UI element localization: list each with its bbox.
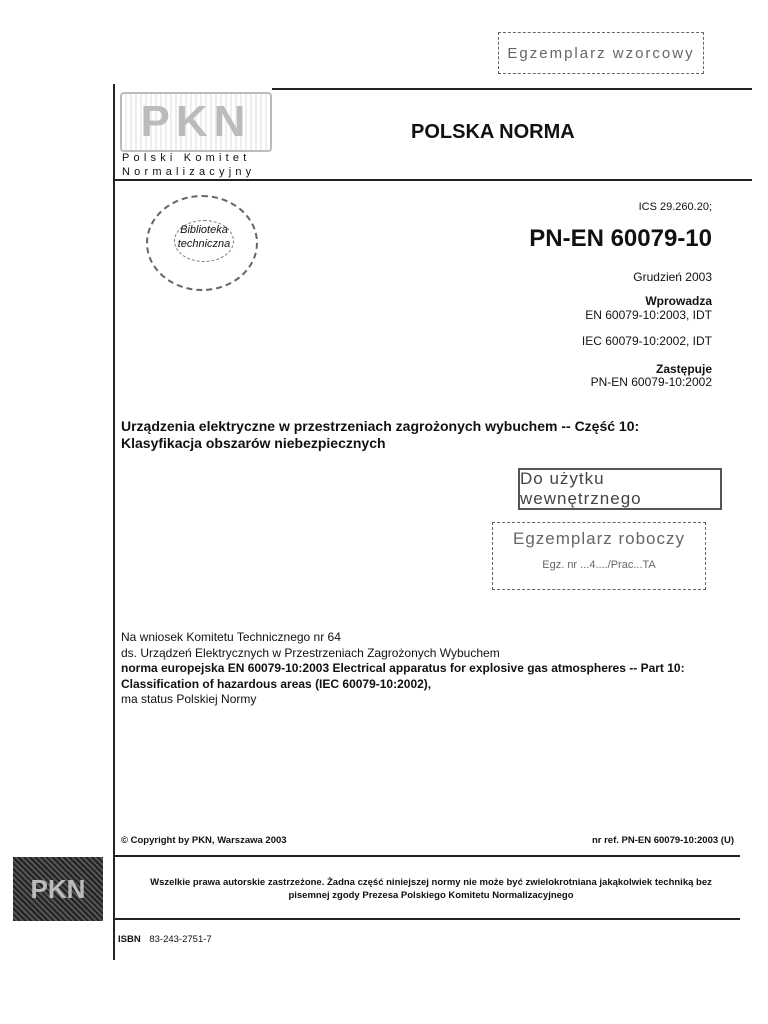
body-line5: ma status Polskiej Normy: [121, 692, 257, 706]
org-name: [122, 151, 255, 179]
ics-code: ICS 29.260.20;: [638, 201, 712, 213]
norm-title: [121, 418, 741, 452]
top-stamp: Egzemplarz wzorcowy: [498, 32, 704, 74]
copyright: © Copyright by PKN, Warszawa 2003: [121, 835, 287, 846]
body-text: [121, 630, 751, 708]
rights-text: [121, 876, 741, 902]
norm-title-line2: Klasyfikacja obszarów niebezpiecznych: [121, 435, 386, 451]
header-top-rule: [272, 88, 752, 90]
footer-rule-bottom: [113, 918, 740, 920]
introduces-label: Wprowadza: [645, 294, 712, 308]
rights-line2: pisemnej zgody Prezesa Polskiego Komitetu Normalizacyjnego: [288, 890, 574, 901]
body-line3: norma europejska EN 60079-10:2003 Electrical apparatus for explosive gas atmospheres -- Part 10:: [121, 661, 685, 675]
internal-use-stamp: Do użytku wewnętrznego: [518, 468, 722, 510]
body-line2: ds. Urządzeń Elektrycznych w Przestrzeniach Zagrożonych Wybuchem: [121, 645, 500, 660]
header-title: POLSKA NORMA: [411, 121, 575, 143]
library-stamp-center: Biblioteka techniczna: [174, 220, 234, 262]
rights-line1: Wszelkie prawa autorskie zastrzeżone. Żadna część niniejszej normy nie może być zwielokrotniana jakąkolwiek techniką bez: [150, 877, 712, 888]
org-name-line2: Normalizacyjny: [122, 166, 256, 178]
org-name-line1: Polski Komitet: [122, 152, 251, 164]
body-line4: Classification of hazardous areas (IEC 60079-10:2002),: [121, 676, 432, 691]
left-rule: [113, 84, 115, 960]
date: Grudzień 2003: [633, 270, 712, 284]
replaces-value: PN-EN 60079-10:2002: [590, 375, 712, 389]
replaces-label: Zastępuje: [655, 362, 712, 376]
working-copy-title: Egzemplarz roboczy: [512, 529, 685, 548]
nr-ref: nr ref. PN-EN 60079-10:2003 (U): [591, 835, 734, 846]
pkn-footer-logo: PKN: [13, 857, 103, 921]
introduces-en: EN 60079-10:2003, IDT: [585, 308, 712, 322]
working-copy-number: Egz. nr ...4..../Prac...TA: [542, 559, 656, 571]
isbn-value: 83-243-2751-7: [149, 934, 212, 945]
isbn-label: ISBN: [118, 934, 141, 945]
header-bottom-rule: [113, 179, 752, 181]
body-line1: Na wniosek Komitetu Technicznego nr 64: [121, 630, 341, 644]
norm-title-line1: Urządzenia elektryczne w przestrzeniach zagrożonych wybuchem -- Część 10:: [121, 418, 640, 434]
isbn: [118, 934, 212, 945]
pkn-logo: PKN: [120, 92, 272, 152]
norm-number: PN-EN 60079-10: [529, 225, 712, 252]
introduces-iec: IEC 60079-10:2002, IDT: [581, 334, 712, 348]
footer-rule-top: [113, 855, 740, 857]
working-copy-stamp: [492, 522, 706, 590]
